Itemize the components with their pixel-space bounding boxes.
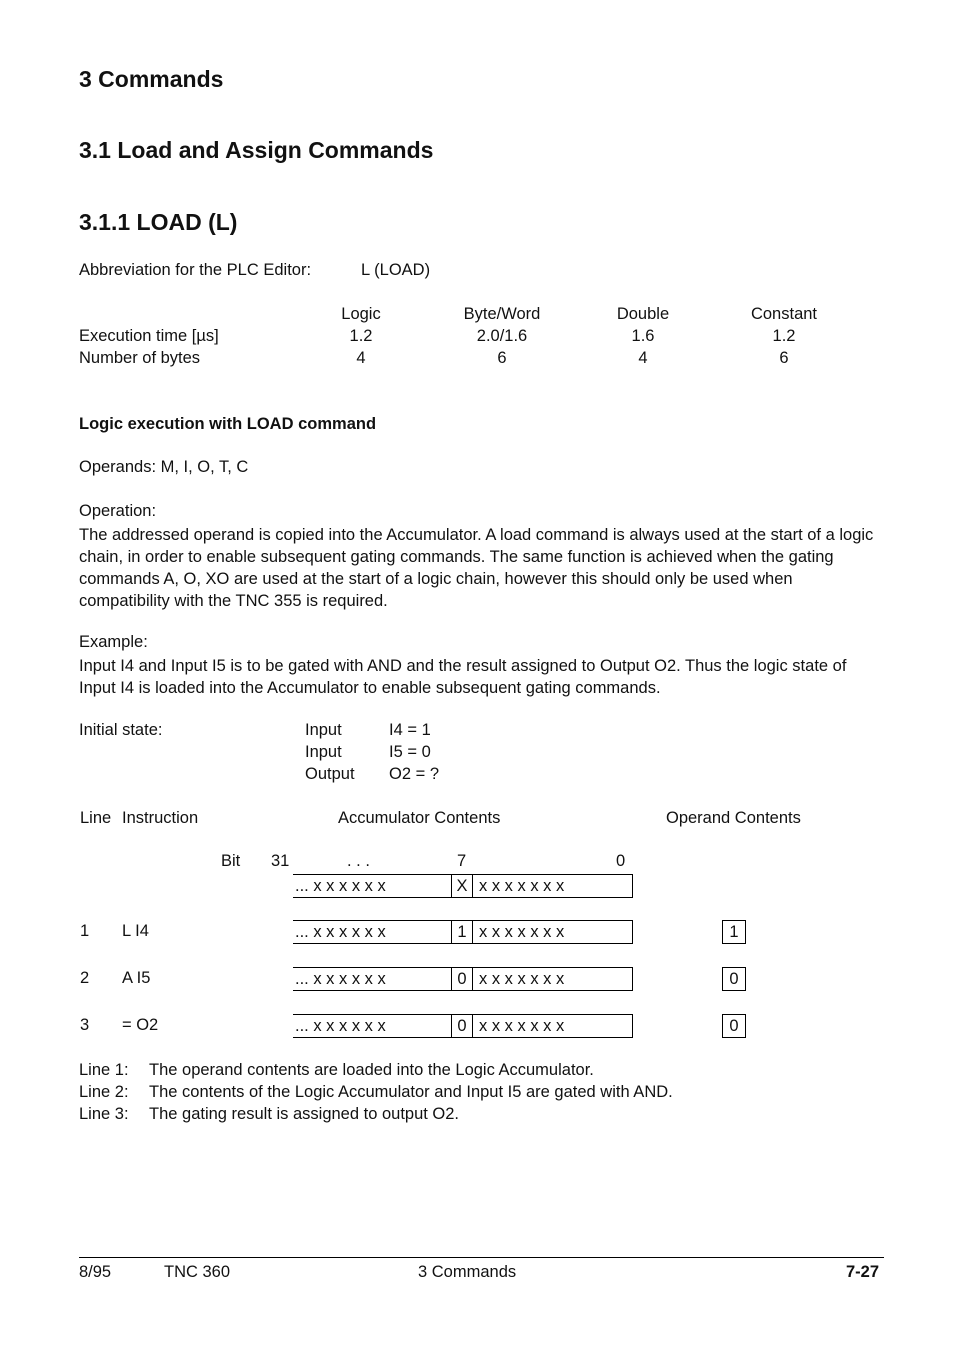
register-low-bits: x x x x x x x bbox=[479, 923, 565, 941]
register-high-bits: ... x x x x x x bbox=[295, 877, 386, 895]
footer-rule bbox=[79, 1257, 884, 1258]
bit-label: Bit bbox=[221, 852, 241, 870]
register-high-bits: ... x x x x x x bbox=[295, 923, 386, 941]
diagram-header-operand: Operand Contents bbox=[666, 809, 801, 827]
footer-date: 8/95 bbox=[79, 1263, 112, 1281]
example-label: Example: bbox=[79, 633, 148, 651]
subsection-title: 3.1.1 LOAD (L) bbox=[79, 209, 238, 235]
register-bit-7: 1 bbox=[451, 921, 473, 943]
abbrev-label: Abbreviation for the PLC Editor: bbox=[79, 261, 312, 279]
col-header-logic: Logic bbox=[341, 305, 381, 323]
chapter-title: 3 Commands bbox=[79, 66, 224, 92]
note-text: The contents of the Logic Accumulator and Input I5 are gated with AND. bbox=[149, 1083, 673, 1101]
state-value: O2 = ? bbox=[389, 765, 439, 783]
instruction: A I5 bbox=[122, 969, 151, 987]
bit-7: 7 bbox=[457, 852, 467, 870]
cell: 1.2 bbox=[772, 327, 796, 345]
bit-31: 31 bbox=[271, 852, 290, 870]
bit-dots: . . . bbox=[347, 852, 370, 870]
register-high-bits: ... x x x x x x bbox=[295, 1017, 386, 1035]
accumulator-register-header bbox=[293, 874, 633, 898]
state-kind: Input bbox=[305, 743, 342, 761]
col-header-double: Double bbox=[616, 305, 670, 323]
note-label: Line 2: bbox=[79, 1083, 129, 1101]
register-low-bits: x x x x x x x bbox=[479, 970, 565, 988]
cell: 6 bbox=[779, 349, 789, 367]
register-bit-7: 0 bbox=[451, 1015, 473, 1037]
operation-paragraph: The addressed operand is copied into the Accumulator. A load command is always used at the start of a logic chain, in order to enable subsequent gating commands. The same function is achieved when the gating commands A, O, XO are used at the start of a logic chain, however this should only be used when compatibility with the TNC 355 is required. bbox=[79, 526, 874, 610]
row-label-exec-time: Execution time [µs] bbox=[79, 327, 219, 345]
instruction: = O2 bbox=[122, 1016, 159, 1034]
footer-product: TNC 360 bbox=[164, 1263, 231, 1281]
operands-text: Operands: M, I, O, T, C bbox=[79, 458, 249, 476]
state-value: I5 = 0 bbox=[389, 743, 431, 761]
diagram-header-line: Line bbox=[80, 809, 112, 827]
register-low-bits: x x x x x x x bbox=[479, 1017, 565, 1035]
section-title: 3.1 Load and Assign Commands bbox=[79, 137, 434, 163]
note-label: Line 1: bbox=[79, 1061, 129, 1079]
note-text: The operand contents are loaded into the Logic Accumulator. bbox=[149, 1061, 594, 1079]
example-paragraph: Input I4 and Input I5 is to be gated with AND and the result assigned to Output O2. Thus the logic state of Input I4 is loaded into the Accumulator to enable subsequent gating commands. bbox=[79, 657, 847, 697]
operand-box: 0 bbox=[722, 1014, 746, 1038]
cell: 2.0/1.6 bbox=[476, 327, 528, 345]
row-label-bytes: Number of bytes bbox=[79, 349, 201, 367]
accumulator-register bbox=[293, 1014, 633, 1038]
note-label: Line 3: bbox=[79, 1105, 129, 1123]
accumulator-register bbox=[293, 967, 633, 991]
operand-box: 1 bbox=[722, 920, 746, 944]
line-number: 3 bbox=[80, 1016, 90, 1034]
cell: 1.2 bbox=[349, 327, 373, 345]
abbrev-value: L (LOAD) bbox=[361, 261, 431, 279]
footer-page-number: 7-27 bbox=[845, 1263, 879, 1281]
state-kind: Output bbox=[305, 765, 355, 783]
cell: 4 bbox=[356, 349, 366, 367]
instruction: L I4 bbox=[122, 922, 149, 940]
bit-0: 0 bbox=[616, 852, 626, 870]
register-high-bits: ... x x x x x x bbox=[295, 970, 386, 988]
accumulator-register bbox=[293, 920, 633, 944]
register-low-bits: x x x x x x x bbox=[479, 877, 565, 895]
initial-state-label: Initial state: bbox=[79, 721, 163, 739]
cell: 4 bbox=[638, 349, 648, 367]
diagram-header-instruction: Instruction bbox=[122, 809, 199, 827]
logic-heading: Logic execution with LOAD command bbox=[79, 415, 377, 433]
operation-label: Operation: bbox=[79, 502, 157, 520]
cell: 1.6 bbox=[631, 327, 655, 345]
col-header-constant: Constant bbox=[750, 305, 818, 323]
diagram-header-accumulator: Accumulator Contents bbox=[338, 809, 501, 827]
operand-box: 0 bbox=[722, 967, 746, 991]
note-text: The gating result is assigned to output O2. bbox=[149, 1105, 460, 1123]
register-bit-7: 0 bbox=[451, 968, 473, 990]
state-value: I4 = 1 bbox=[389, 721, 431, 739]
register-bit-7: X bbox=[451, 875, 473, 897]
line-number: 1 bbox=[80, 922, 90, 940]
footer-section: 3 Commands bbox=[418, 1263, 517, 1281]
col-header-byteword: Byte/Word bbox=[463, 305, 541, 323]
cell: 6 bbox=[497, 349, 507, 367]
state-kind: Input bbox=[305, 721, 342, 739]
line-number: 2 bbox=[80, 969, 90, 987]
